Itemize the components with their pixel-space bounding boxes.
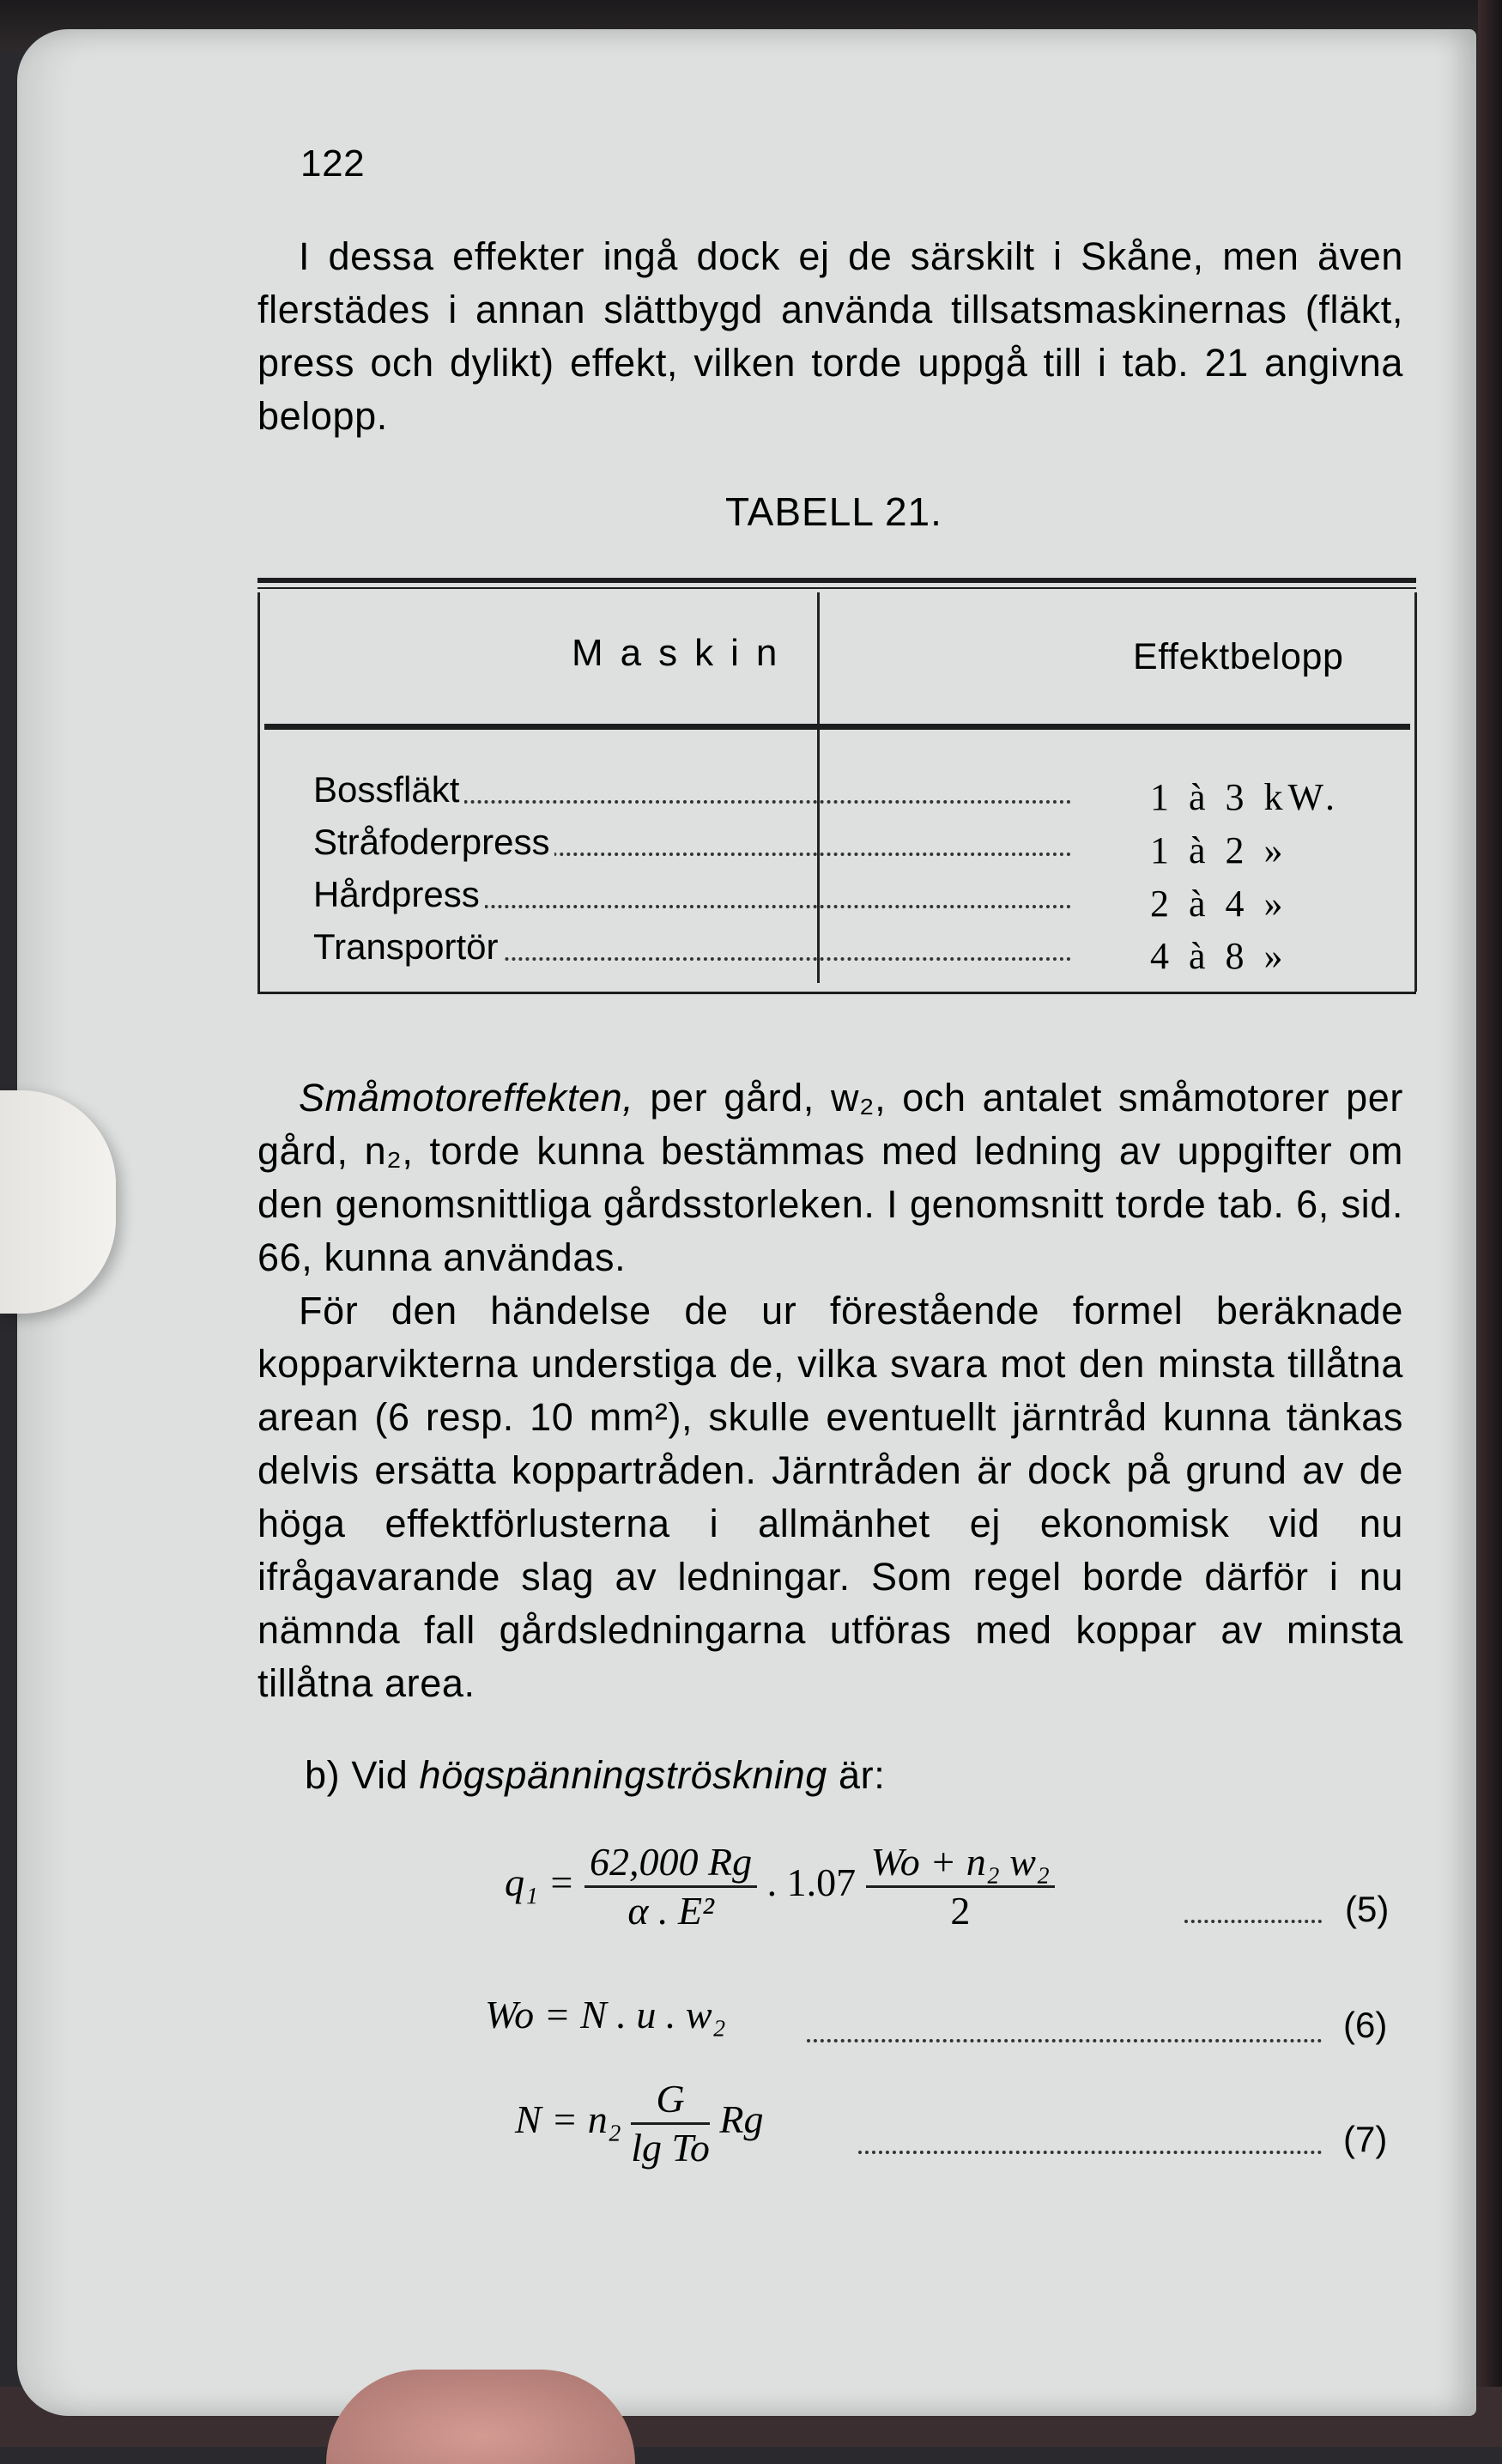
machine-name: Hårdpress [313,869,485,920]
formula-6: Wo = N . u . w₂ [485,1993,726,2036]
book-cover-edge [1478,0,1502,2447]
column-header-effect: Effektbelopp [1133,636,1344,677]
holding-finger [326,2370,635,2464]
leader-dots [1184,1920,1322,1923]
equation-number-6: (6) [1343,2005,1388,2045]
equation-number-5: (5) [1345,1889,1390,1929]
table-row [313,764,1075,816]
equation-number-7: (7) [1343,2119,1388,2159]
table-row [313,921,1075,973]
table-title: TABELL 21. [725,489,942,534]
page-number: 122 [300,143,366,185]
paragraph-body: per gård, w₂, och antalet småmotorer per gård, n₂, torde kunna bestämmas med ledning av uppgifter om den genomsnittliga gårdsstorleken. I genomsnitt torde tab. 6, sid. 66, kunna användas. [257,1076,1403,1279]
column-header-machine: Maskin [572,632,795,674]
copper-paragraph: För den händelse de ur förestående formel beräknade kopparvikterna understiga de, vilka svara mot den minsta tillåtna arean (6 resp. 10 mm²), skulle eventuellt järntråd kunna tänkas delvis ersätta koppartråden. Järntråden är dock på grund av de höga effektförlusterna i allmänhet ej ekonomisk vid nu ifrågavarande slag av ledningar. Som regel borde därför i nu nämnda fall gårdsledningarna utföras med koppar av minsta tillåtna area. [257,1289,1403,1705]
machine-name: Bossfläkt [313,764,464,816]
leader-dots [807,2039,1322,2042]
effect-value: 2 à 4 » [1150,883,1288,925]
formula-7: N = n₂ $\frac{G}{\text{lg To}}$ Rg [515,2077,764,2170]
intro-paragraph: I dessa effekter ingå dock ej de särskilt i Skåne, men även flerstädes i annan slättbygd använda tillsatsmaskinernas (fläkt, press och dylikt) effekt, vilken torde uppgå till i tab. 21 angivna belopp. [257,234,1403,438]
table-row [313,816,1075,868]
table-row [313,869,1075,920]
formula-5: q₁ = $\frac{62,000 Rg}{\text{α . E²}}$ . 1.07 $\frac{\text{Wo + n₂ w₂}}{2}$ [505,1839,1055,1934]
effect-value: 1 à 3 kW. [1150,776,1341,818]
machine-name: Transportör [313,921,504,973]
machine-name: Stråfoderpress [313,816,554,868]
effect-value: 1 à 2 » [1150,829,1288,871]
section-b-heading: b) Vid högspänningströskning är: [305,1753,886,1797]
table-top-rule [257,578,1416,589]
term-hogspanningstroskning: högspänningströskning [419,1753,827,1797]
table-bottom-rule [257,992,1416,994]
small-motor-paragraph [257,1071,1403,1284]
table-header-rule [264,724,1410,730]
term-smamotoreffekten: Småmotoreffekten, [299,1076,634,1120]
leader-dots [858,2151,1322,2154]
effect-value: 4 à 8 » [1150,935,1288,977]
